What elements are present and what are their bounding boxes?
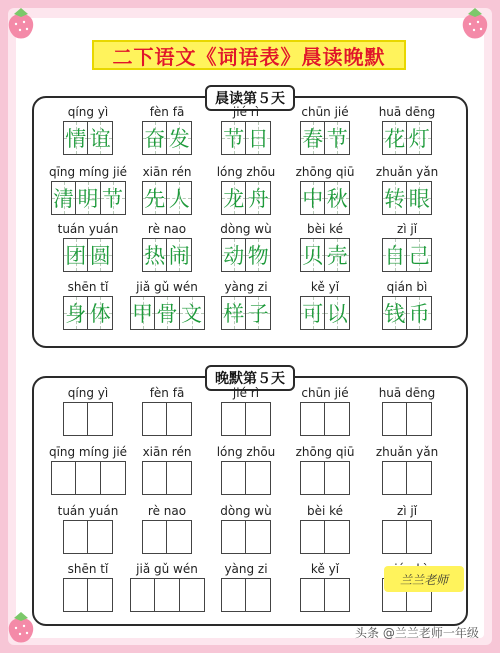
hanzi-char: 发 — [168, 127, 190, 151]
word-cells — [142, 121, 193, 155]
hanzi-cell — [300, 296, 326, 330]
hanzi-cell — [166, 181, 192, 215]
pinyin-label: yàng zi — [224, 562, 268, 576]
strawberry-icon — [458, 4, 492, 44]
blank-cell[interactable] — [300, 520, 326, 554]
dictation-cells[interactable] — [221, 461, 272, 495]
hanzi-cell — [324, 181, 350, 215]
pinyin-label: chūn jié — [301, 105, 349, 119]
hanzi-char: 中 — [302, 187, 324, 211]
dictation-cells[interactable] — [300, 520, 351, 554]
strawberry-icon — [4, 4, 38, 44]
hanzi-char: 节 — [223, 127, 245, 151]
blank-cell[interactable] — [87, 402, 113, 436]
pinyin-label: zì jǐ — [396, 504, 418, 518]
hanzi-char: 谊 — [89, 127, 111, 151]
hanzi-char: 人 — [168, 187, 190, 211]
page-title: 二下语文《词语表》晨读晚默 — [112, 44, 386, 69]
hanzi-cell — [382, 181, 408, 215]
pinyin-label: jiǎ gǔ wén — [136, 280, 198, 294]
blank-cell[interactable] — [406, 402, 432, 436]
watermark: 头条 @兰兰老师一年级 — [355, 626, 479, 640]
pinyin-label: qián bì — [386, 280, 428, 294]
dictation-cells[interactable] — [142, 461, 193, 495]
morning-badge: 晨读第５天 — [205, 85, 295, 111]
blank-cell[interactable] — [382, 520, 408, 554]
blank-cell[interactable] — [300, 578, 326, 612]
blank-cell[interactable] — [406, 461, 432, 495]
pinyin-label: rè nao — [147, 504, 187, 518]
evening-badge: 晚默第５天 — [205, 365, 295, 391]
hanzi-cell — [382, 238, 408, 272]
hanzi-char: 体 — [89, 302, 111, 326]
word-cells — [221, 238, 272, 272]
pinyin-label: lóng zhōu — [216, 445, 276, 459]
pinyin-label: kě yǐ — [310, 562, 340, 576]
pinyin-label: zhōng qiū — [295, 165, 355, 179]
blank-cell[interactable] — [142, 402, 168, 436]
word-cells — [63, 238, 114, 272]
hanzi-char: 子 — [247, 302, 269, 326]
hanzi-char: 春 — [302, 127, 324, 151]
hanzi-cell — [142, 181, 168, 215]
hanzi-cell — [300, 121, 326, 155]
word-cells — [63, 121, 114, 155]
dictation-cells[interactable] — [300, 578, 351, 612]
hanzi-char: 贝 — [302, 244, 324, 268]
word-cells — [221, 181, 272, 215]
hanzi-char: 身 — [65, 302, 87, 326]
word-cells — [382, 238, 433, 272]
word-cells — [300, 296, 351, 330]
pinyin-label: zì jǐ — [396, 222, 418, 236]
hanzi-cell — [406, 238, 432, 272]
hanzi-cell — [221, 181, 247, 215]
pinyin-label: zhōng qiū — [295, 445, 355, 459]
blank-cell[interactable] — [245, 461, 271, 495]
hanzi-char: 清 — [53, 187, 74, 211]
dictation-cells[interactable] — [221, 402, 272, 436]
pinyin-label: kě yǐ — [310, 280, 340, 294]
dictation-cells[interactable] — [382, 402, 433, 436]
blank-cell[interactable] — [63, 520, 89, 554]
dictation-cells[interactable] — [142, 402, 193, 436]
blank-cell[interactable] — [406, 520, 432, 554]
hanzi-cell — [382, 296, 408, 330]
pinyin-label: huā dēng — [378, 386, 436, 400]
blank-cell[interactable] — [324, 402, 350, 436]
pinyin-label: zhuǎn yǎn — [375, 165, 439, 179]
hanzi-char: 甲 — [132, 302, 153, 326]
hanzi-char: 可 — [302, 302, 324, 326]
hanzi-char: 团 — [65, 244, 87, 268]
blank-cell[interactable] — [324, 578, 350, 612]
dictation-cells[interactable] — [221, 520, 272, 554]
title-banner — [92, 40, 406, 70]
dictation-cells[interactable] — [300, 402, 351, 436]
hanzi-char: 骨 — [156, 302, 178, 326]
hanzi-cell — [100, 181, 126, 215]
dictation-cells[interactable] — [63, 520, 114, 554]
blank-cell[interactable] — [142, 520, 168, 554]
pinyin-label: xiān rén — [142, 445, 192, 459]
hanzi-char: 以 — [326, 302, 348, 326]
pinyin-label: bèi ké — [306, 504, 344, 518]
hanzi-cell — [221, 296, 247, 330]
hanzi-cell — [245, 238, 271, 272]
hanzi-cell — [51, 181, 77, 215]
pinyin-label: chūn jié — [301, 386, 349, 400]
dictation-cells[interactable] — [63, 402, 114, 436]
pinyin-label: lóng zhōu — [216, 165, 276, 179]
hanzi-cell — [130, 296, 156, 330]
morning-reading-section — [32, 91, 468, 348]
hanzi-cell — [324, 121, 350, 155]
hanzi-cell — [300, 181, 326, 215]
word-cells — [382, 181, 433, 215]
dictation-cells[interactable] — [63, 578, 114, 612]
hanzi-char: 灯 — [408, 127, 430, 151]
hanzi-cell — [245, 181, 271, 215]
hanzi-cell — [154, 296, 180, 330]
hanzi-char: 转 — [384, 187, 406, 211]
hanzi-cell — [221, 121, 247, 155]
blank-cell[interactable] — [75, 461, 101, 495]
word-cells — [382, 121, 433, 155]
blank-cell[interactable] — [166, 402, 192, 436]
hanzi-cell — [142, 238, 168, 272]
blank-cell[interactable] — [130, 578, 156, 612]
hanzi-cell — [87, 121, 113, 155]
pinyin-label: dòng wù — [220, 222, 272, 236]
dictation-cells[interactable] — [300, 461, 351, 495]
dictation-cells[interactable] — [51, 461, 126, 495]
blank-cell[interactable] — [63, 578, 89, 612]
pinyin-label: tuán yuán — [57, 222, 119, 236]
hanzi-char: 钱 — [384, 302, 406, 326]
blank-cell[interactable] — [87, 578, 113, 612]
hanzi-char: 花 — [384, 127, 406, 151]
hanzi-cell — [300, 238, 326, 272]
hanzi-cell — [166, 121, 192, 155]
hanzi-char: 眼 — [408, 187, 430, 211]
pinyin-label: yàng zi — [224, 280, 268, 294]
pinyin-label: dòng wù — [220, 504, 272, 518]
hanzi-cell — [63, 296, 89, 330]
pinyin-label: qīng míng jié — [48, 165, 128, 179]
pinyin-label: jiǎ gǔ wén — [136, 562, 198, 576]
dictation-cells[interactable] — [142, 520, 193, 554]
hanzi-char: 币 — [408, 302, 430, 326]
blank-cell[interactable] — [166, 520, 192, 554]
hanzi-char: 自 — [384, 244, 406, 268]
blank-cell[interactable] — [179, 578, 205, 612]
blank-cell[interactable] — [51, 461, 77, 495]
word-cells — [221, 296, 272, 330]
hanzi-cell — [245, 296, 271, 330]
hanzi-char: 明 — [77, 187, 99, 211]
pinyin-label: shēn tǐ — [67, 562, 109, 576]
hanzi-char: 情 — [65, 127, 87, 151]
blank-cell[interactable] — [100, 461, 126, 495]
pinyin-label: jié rì — [232, 105, 260, 119]
word-cells — [142, 238, 193, 272]
pinyin-label: shēn tǐ — [67, 280, 109, 294]
pinyin-label: zhuǎn yǎn — [375, 445, 439, 459]
blank-cell[interactable] — [300, 402, 326, 436]
hanzi-char: 动 — [223, 244, 245, 268]
word-cells — [300, 181, 351, 215]
hanzi-cell — [142, 121, 168, 155]
hanzi-cell — [406, 121, 432, 155]
hanzi-char: 闹 — [168, 244, 190, 268]
blank-cell[interactable] — [300, 461, 326, 495]
hanzi-char: 日 — [247, 127, 269, 151]
hanzi-cell — [63, 121, 89, 155]
blank-cell[interactable] — [63, 402, 89, 436]
blank-cell[interactable] — [142, 461, 168, 495]
hanzi-char: 先 — [144, 187, 166, 211]
dictation-cells[interactable] — [382, 461, 433, 495]
hanzi-char: 热 — [144, 244, 166, 268]
hanzi-cell — [221, 238, 247, 272]
hanzi-cell — [406, 296, 432, 330]
pinyin-label: huā dēng — [378, 105, 436, 119]
hanzi-cell — [87, 238, 113, 272]
hanzi-cell — [382, 121, 408, 155]
hanzi-cell — [245, 121, 271, 155]
word-cells — [51, 181, 126, 215]
blank-cell[interactable] — [324, 520, 350, 554]
blank-cell[interactable] — [245, 402, 271, 436]
pinyin-label: fèn fā — [149, 386, 185, 400]
blank-cell[interactable] — [166, 461, 192, 495]
hanzi-cell — [179, 296, 205, 330]
hanzi-char: 文 — [181, 302, 202, 326]
dictation-cells[interactable] — [382, 520, 433, 554]
hanzi-char: 壳 — [326, 244, 348, 268]
blank-cell[interactable] — [245, 578, 271, 612]
pinyin-label: qīng míng jié — [48, 445, 128, 459]
word-cells — [382, 296, 433, 330]
pinyin-label: qíng yì — [67, 386, 109, 400]
hanzi-char: 奋 — [144, 127, 166, 151]
blank-cell[interactable] — [221, 461, 247, 495]
hanzi-cell — [406, 181, 432, 215]
hanzi-cell — [87, 296, 113, 330]
word-cells — [300, 238, 351, 272]
hanzi-char: 秋 — [326, 187, 348, 211]
pinyin-label: tuán yuán — [57, 504, 119, 518]
pinyin-label: bèi ké — [306, 222, 344, 236]
hanzi-char: 节 — [326, 127, 348, 151]
word-cells — [130, 296, 205, 330]
hanzi-char: 物 — [247, 244, 269, 268]
blank-cell[interactable] — [324, 461, 350, 495]
word-cells — [63, 296, 114, 330]
blank-cell[interactable] — [221, 520, 247, 554]
hanzi-cell — [324, 296, 350, 330]
blank-cell[interactable] — [221, 402, 247, 436]
hanzi-char: 己 — [408, 244, 430, 268]
blank-cell[interactable] — [221, 578, 247, 612]
pinyin-label: qíng yì — [67, 105, 109, 119]
word-cells — [300, 121, 351, 155]
blank-cell[interactable] — [382, 402, 408, 436]
word-cells — [221, 121, 272, 155]
pinyin-label: jié rì — [232, 386, 260, 400]
hanzi-char: 节 — [102, 187, 123, 211]
blank-cell[interactable] — [87, 520, 113, 554]
hanzi-char: 龙 — [223, 187, 245, 211]
pinyin-label: fèn fā — [149, 105, 185, 119]
teacher-label: 兰兰老师 — [384, 566, 464, 592]
hanzi-cell — [75, 181, 101, 215]
hanzi-char: 舟 — [247, 187, 269, 211]
hanzi-cell — [324, 238, 350, 272]
hanzi-cell — [166, 238, 192, 272]
hanzi-char: 圆 — [89, 244, 111, 268]
hanzi-char: 样 — [223, 302, 245, 326]
pinyin-label: xiān rén — [142, 165, 192, 179]
blank-cell[interactable] — [382, 461, 408, 495]
blank-cell[interactable] — [245, 520, 271, 554]
hanzi-cell — [63, 238, 89, 272]
word-cells — [142, 181, 193, 215]
blank-cell[interactable] — [154, 578, 180, 612]
pinyin-label: rè nao — [147, 222, 187, 236]
dictation-cells[interactable] — [221, 578, 272, 612]
dictation-cells[interactable] — [130, 578, 205, 612]
